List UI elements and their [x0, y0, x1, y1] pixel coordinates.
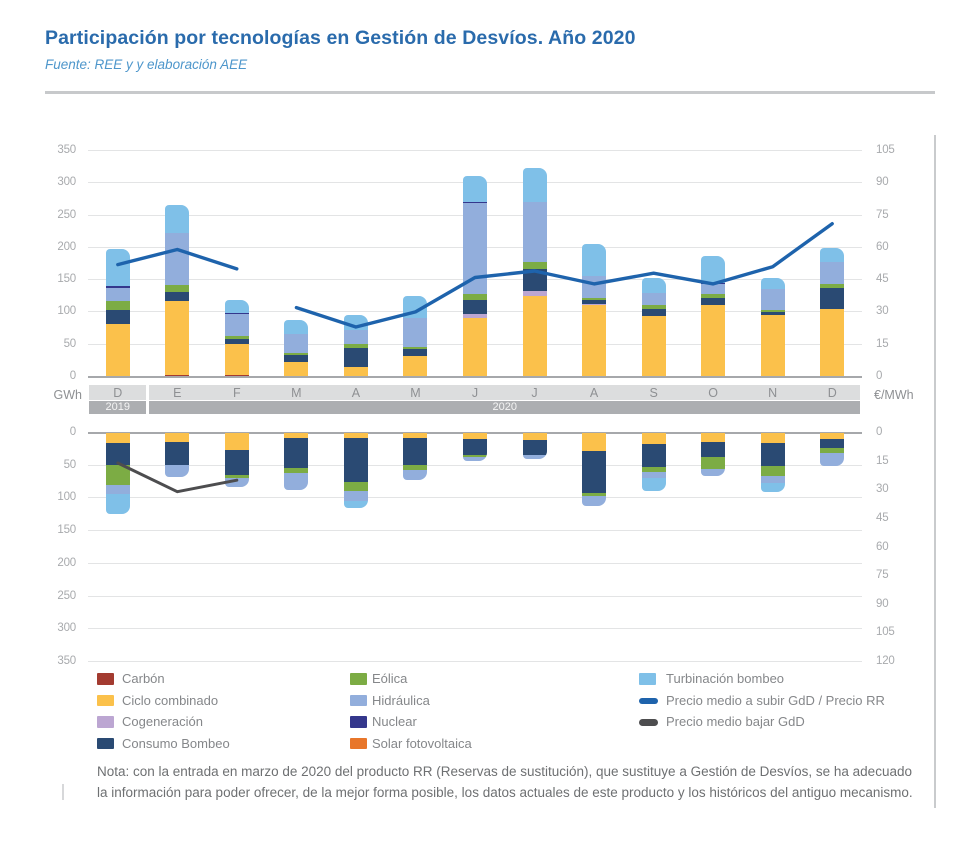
bar-segment-ciclo_combinado: [463, 318, 487, 377]
axis-tick-label-right: 75: [876, 208, 889, 221]
bar-segment-eolica: [106, 301, 130, 310]
axis-tick-label-left: 250: [57, 208, 76, 221]
bar-segment-consumo_bombeo: [463, 300, 487, 314]
bar-segment-eolica: [701, 294, 725, 298]
bar-segment-ciclo_combinado: [284, 362, 308, 377]
axis-tick-label-right: 105: [876, 144, 895, 156]
bar-segment-ciclo_combinado: [582, 433, 606, 451]
legend-swatch-cogeneraci-n: [97, 716, 114, 728]
bar-down-month-0: [106, 433, 130, 515]
bar-segment-eolica: [642, 305, 666, 308]
bar-segment-hidraulica: [165, 465, 189, 477]
legend-label: Consumo Bombeo: [122, 735, 230, 751]
axis-tick-label-right: 45: [876, 511, 889, 524]
bar-segment-consumo_bombeo: [701, 298, 725, 306]
axis-tick-label-left: 100: [57, 491, 76, 504]
bar-segment-consumo_bombeo: [165, 292, 189, 301]
vertical-divider: [934, 135, 936, 808]
bar-segment-carbon: [225, 375, 249, 376]
left-axis-unit-label: GWh: [53, 388, 82, 402]
bar-up-month-6: [463, 176, 487, 377]
bar-segment-consumo_bombeo: [820, 288, 844, 309]
bar-segment-eolica: [344, 482, 368, 491]
right-axis-unit-label: €/MWh: [874, 388, 914, 402]
bar-down-month-10: [701, 433, 725, 476]
bar-down-month-1: [165, 433, 189, 477]
month-label: J: [471, 386, 479, 400]
bar-segment-hidraulica: [106, 485, 130, 494]
bar-up-month-5: [403, 296, 427, 377]
gridline: [88, 628, 862, 629]
bar-segment-turbinacion_bombeo: [284, 320, 308, 334]
bar-up-month-10: [701, 256, 725, 377]
bar-up-month-0: [106, 249, 130, 377]
axis-tick-label-right: 60: [876, 240, 889, 253]
bar-segment-eolica: [761, 310, 785, 312]
legend-swatch-e-lica: [350, 673, 367, 685]
bar-segment-consumo_bombeo: [225, 450, 249, 475]
bar-segment-ciclo_combinado: [642, 316, 666, 376]
bar-segment-turbinacion_bombeo: [761, 483, 785, 492]
bar-segment-hidraulica: [165, 233, 189, 285]
bar-segment-eolica: [761, 466, 785, 476]
bar-segment-nuclear: [463, 202, 487, 203]
bar-segment-cogeneracion: [582, 304, 606, 306]
gridline: [88, 596, 862, 597]
bar-segment-hidraulica: [225, 314, 249, 337]
month-label: D: [827, 386, 837, 400]
axis-tick-label-right: 30: [876, 305, 889, 318]
bar-segment-ciclo_combinado: [225, 344, 249, 375]
bar-segment-consumo_bombeo: [463, 439, 487, 455]
bar-segment-ciclo_combinado: [820, 309, 844, 377]
bar-segment-consumo_bombeo: [165, 442, 189, 465]
bar-segment-eolica: [523, 262, 547, 270]
bar-segment-turbinacion_bombeo: [642, 478, 666, 491]
bar-segment-hidraulica: [761, 289, 785, 310]
bar-segment-hidraulica: [106, 288, 130, 301]
legend-label: Cogeneración: [122, 714, 203, 729]
month-label: S: [649, 386, 658, 400]
legend-swatch-solar-fotovoltaica: [350, 738, 367, 750]
axis-tick-label-right: 45: [876, 273, 889, 286]
bar-segment-ciclo_combinado: [403, 356, 427, 376]
bar-down-month-7: [523, 433, 547, 459]
bar-segment-consumo_bombeo: [106, 310, 130, 324]
source-caption: Fuente: REE y y elaboración AEE: [45, 57, 248, 72]
bar-segment-ciclo_combinado: [761, 433, 785, 443]
axis-tick-label-left: 150: [57, 524, 76, 537]
legend-label: Solar fotovoltaica: [372, 735, 472, 751]
axis-tick-label-left: 50: [63, 458, 76, 471]
bar-up-month-4: [344, 315, 368, 376]
gridline: [88, 465, 862, 466]
axis-tick-label-left: 200: [57, 556, 76, 569]
bar-segment-consumo_bombeo: [403, 438, 427, 465]
axis-tick-label-right: 105: [876, 626, 895, 639]
bar-segment-turbinacion_bombeo: [582, 244, 606, 276]
bar-segment-hidraulica: [820, 453, 844, 466]
bar-down-month-6: [463, 433, 487, 461]
bar-segment-ciclo_combinado: [106, 433, 130, 443]
legend-label: Eólica: [372, 671, 408, 686]
bar-segment-nuclear: [225, 313, 249, 314]
bar-segment-consumo_bombeo: [225, 339, 249, 344]
bar-segment-hidraulica: [701, 469, 725, 476]
bar-segment-turbinacion_bombeo: [106, 494, 130, 514]
month-label: M: [291, 386, 302, 400]
legend-label: Turbinación bombeo: [666, 671, 785, 686]
bar-segment-consumo_bombeo: [523, 440, 547, 455]
bar-down-month-4: [344, 433, 368, 509]
bar-segment-turbinacion_bombeo: [165, 205, 189, 233]
bar-segment-ciclo_combinado: [523, 433, 547, 441]
bar-segment-turbinacion_bombeo: [463, 176, 487, 202]
legend-swatch-consumo-bombeo: [97, 738, 114, 750]
bar-segment-eolica: [820, 284, 844, 289]
bar-segment-turbinacion_bombeo: [344, 501, 368, 509]
bar-segment-consumo_bombeo: [642, 444, 666, 466]
bar-segment-hidraulica: [523, 455, 547, 458]
axis-tick-label-right: 30: [876, 483, 889, 496]
gridline: [88, 150, 862, 151]
bar-up-month-7: [523, 168, 547, 377]
bar-segment-hidraulica: [701, 284, 725, 294]
month-label: F: [233, 386, 241, 400]
gridline: [88, 661, 862, 662]
axis-tick-label-left: 100: [57, 305, 76, 318]
legend-label: Hidráulica: [372, 692, 430, 708]
bar-segment-hidraulica: [225, 478, 249, 487]
axis-tick-label-left: 250: [57, 589, 76, 602]
bar-segment-hidraulica: [463, 457, 487, 461]
legend-swatch-turbinaci-n-bombeo: [639, 673, 656, 685]
bar-segment-turbinacion_bombeo: [701, 256, 725, 283]
bar-segment-hidraulica: [284, 334, 308, 353]
bar-segment-ciclo_combinado: [642, 433, 666, 445]
axis-tick-label-right: 15: [876, 337, 889, 350]
bar-segment-ciclo_combinado: [701, 305, 725, 376]
bar-up-month-9: [642, 278, 666, 376]
year-label: 2019: [105, 400, 130, 413]
axis-tick-label-left: 50: [63, 337, 76, 350]
month-label: N: [768, 386, 778, 400]
bar-segment-eolica: [284, 353, 308, 355]
bar-segment-hidraulica: [344, 491, 368, 501]
axis-tick-label-left: 350: [57, 655, 76, 667]
bar-segment-hidraulica: [463, 203, 487, 294]
bar-segment-hidraulica: [403, 318, 427, 347]
axis-tick-label-right: 90: [876, 597, 889, 610]
bar-segment-consumo_bombeo: [523, 269, 547, 290]
legend-swatch-carb-n: [97, 673, 114, 685]
month-label: E: [173, 386, 182, 400]
bar-segment-ciclo_combinado: [165, 301, 189, 375]
bar-segment-eolica: [344, 344, 368, 348]
bar-down-month-5: [403, 433, 427, 481]
bar-down-month-8: [582, 433, 606, 507]
bar-down-month-2: [225, 433, 249, 487]
gridline: [88, 530, 862, 531]
bar-segment-carbon: [165, 375, 189, 377]
legend-swatch-ciclo-combinado: [97, 695, 114, 707]
scrollbar-artifact: [62, 784, 64, 800]
bar-segment-eolica: [403, 347, 427, 349]
bar-segment-turbinacion_bombeo: [642, 278, 666, 292]
bar-segment-hidraulica: [820, 262, 844, 283]
bar-segment-ciclo_combinado: [701, 433, 725, 442]
bar-segment-consumo_bombeo: [642, 309, 666, 317]
bar-segment-turbinacion_bombeo: [106, 249, 130, 286]
bar-segment-consumo_bombeo: [582, 300, 606, 303]
month-label: D: [113, 386, 123, 400]
bar-segment-hidraulica: [344, 330, 368, 344]
bar-segment-consumo_bombeo: [761, 312, 785, 315]
bar-segment-ciclo_combinado: [106, 324, 130, 376]
bar-segment-cogeneracion: [463, 314, 487, 318]
bar-segment-consumo_bombeo: [284, 438, 308, 468]
bar-segment-eolica: [463, 294, 487, 300]
bar-segment-ciclo_combinado: [523, 296, 547, 377]
bar-segment-hidraulica: [284, 473, 308, 490]
bar-segment-hidraulica: [761, 476, 785, 483]
legend-label: Ciclo combinado: [122, 692, 219, 708]
gridline: [88, 497, 862, 498]
axis-tick-label-left: 300: [57, 176, 76, 189]
month-label: A: [351, 386, 361, 400]
axis-tick-label-right: 15: [876, 454, 889, 467]
bar-segment-hidraulica: [642, 293, 666, 306]
axis-tick-label-right: 90: [876, 176, 889, 189]
axis-tick-label-left: 300: [57, 622, 76, 635]
bar-segment-nuclear: [701, 283, 725, 284]
bar-segment-eolica: [225, 336, 249, 339]
legend-label: Precio medio a subir GdD / Precio RR: [666, 692, 885, 708]
year-label: 2020: [492, 400, 517, 413]
bar-segment-hidraulica: [523, 202, 547, 261]
bar-segment-turbinacion_bombeo: [761, 278, 785, 289]
legend-label: Precio medio bajar GdD: [666, 714, 805, 729]
bar-segment-ciclo_combinado: [761, 315, 785, 376]
month-label: O: [708, 386, 718, 400]
bar-segment-consumo_bombeo: [344, 438, 368, 482]
bar-segment-hidraulica: [582, 276, 606, 297]
bar-segment-turbinacion_bombeo: [344, 315, 368, 330]
axis-tick-label-right: 0: [876, 426, 883, 438]
month-label: J: [531, 386, 538, 400]
bar-segment-eolica: [106, 465, 130, 486]
bar-up-month-1: [165, 205, 189, 377]
bar-up-month-12: [820, 248, 844, 376]
bar-up-month-2: [225, 300, 249, 377]
bar-up-month-3: [284, 320, 308, 377]
bar-segment-nuclear: [106, 286, 130, 288]
legend-swatch-hidr-ulica: [350, 695, 367, 707]
month-label: M: [410, 386, 421, 400]
bar-segment-cogeneracion: [523, 291, 547, 296]
bar-segment-turbinacion_bombeo: [523, 168, 547, 202]
bar-segment-consumo_bombeo: [344, 348, 368, 367]
bar-segment-ciclo_combinado: [225, 433, 249, 451]
bar-segment-hidraulica: [642, 472, 666, 479]
legend-label: Nuclear: [372, 714, 417, 729]
axis-tick-label-left: 0: [69, 370, 76, 382]
bar-down-month-9: [642, 433, 666, 492]
bar-segment-consumo_bombeo: [582, 451, 606, 494]
axis-tick-label-right: 120: [876, 655, 895, 667]
bar-down-month-3: [284, 433, 308, 491]
bar-up-month-8: [582, 244, 606, 376]
bar-segment-hidraulica: [582, 496, 606, 506]
bar-segment-consumo_bombeo: [403, 349, 427, 356]
axis-tick-label-left: 350: [57, 144, 76, 156]
footnote: Nota: con la entrada en marzo de 2020 del producto RR (Reservas de sustitución), que sustituye a Gestión de Desvíos, se ha adecuado la información para poder ofrecer, de la mejor forma posible, los datos actuales de este producto y los históricos del antiguo mecanismo.: [97, 764, 913, 800]
bar-segment-turbinacion_bombeo: [820, 248, 844, 262]
bar-segment-consumo_bombeo: [284, 355, 308, 361]
bar-segment-consumo_bombeo: [701, 442, 725, 458]
bar-segment-hidraulica: [403, 470, 427, 480]
bar-down-month-12: [820, 433, 844, 466]
bar-segment-eolica: [165, 285, 189, 291]
bar-segment-eolica: [701, 457, 725, 469]
gridline: [88, 563, 862, 564]
legend-label: Carbón: [122, 671, 165, 686]
axis-tick-label-left: 150: [57, 273, 76, 286]
month-label: A: [589, 386, 599, 400]
page-title: Participación por tecnologías en Gestión de Desvíos. Año 2020: [45, 27, 636, 49]
legend-swatch-precio-medio-a-subir-gdd-precio-rr: [639, 698, 658, 705]
bar-segment-consumo_bombeo: [820, 439, 844, 448]
axis-tick-label-left: 0: [69, 426, 76, 438]
axis-tick-label-right: 60: [876, 540, 889, 553]
bar-down-month-11: [761, 433, 785, 493]
legend-swatch-nuclear: [350, 716, 367, 728]
legend-swatch-precio-medio-bajar-gdd: [639, 719, 658, 726]
axis-tick-label-left: 200: [57, 240, 76, 253]
bar-segment-ciclo_combinado: [165, 433, 189, 442]
axis-tick-label-right: 75: [876, 569, 889, 582]
bar-segment-turbinacion_bombeo: [225, 300, 249, 313]
bar-segment-eolica: [582, 298, 606, 301]
bar-segment-carbon: [106, 376, 130, 377]
bar-segment-ciclo_combinado: [344, 367, 368, 377]
bar-up-month-11: [761, 278, 785, 376]
bar-segment-consumo_bombeo: [761, 443, 785, 466]
bar-segment-consumo_bombeo: [106, 443, 130, 465]
bar-segment-ciclo_combinado: [582, 305, 606, 376]
bar-segment-turbinacion_bombeo: [403, 296, 427, 319]
axis-tick-label-right: 0: [876, 370, 883, 382]
